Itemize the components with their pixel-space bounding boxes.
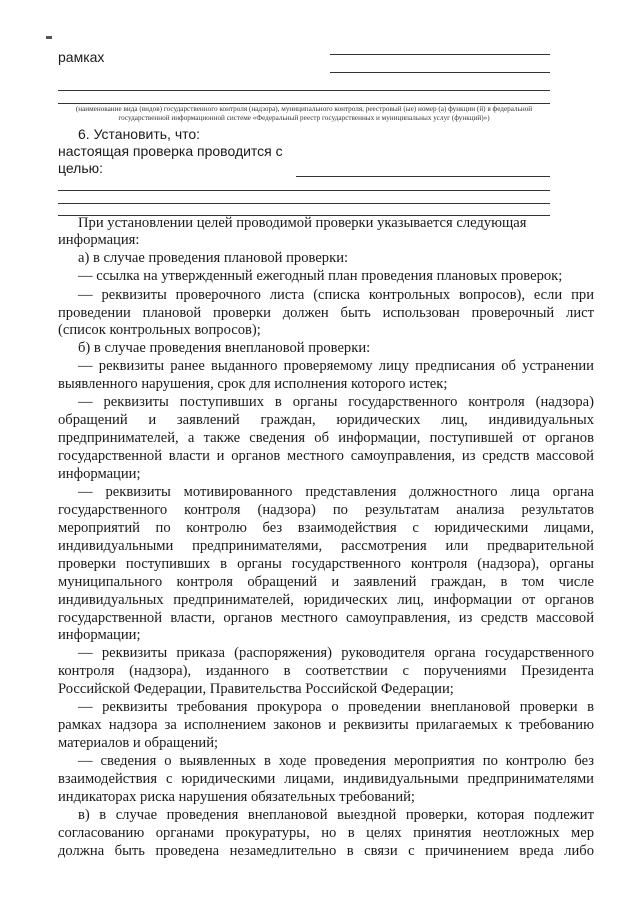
body-line: должна быть проведена незамедлительно в связи с причинением вреда либо — [58, 843, 594, 859]
item6-title: 6. Установить, что: — [78, 126, 201, 142]
body-line: индикаторах риска нарушения обязательных требований; — [58, 789, 415, 805]
body-line: — реквизиты приказа (распоряжения) руководителя органа государственного — [78, 645, 594, 661]
fill-line — [58, 90, 550, 91]
body-line: мероприятий по контролю без взаимодействия с юридическими лицами, — [58, 520, 594, 536]
body-line: государственной власти, органов местного самоуправления, из средств массовой — [58, 610, 594, 626]
body-line: — реквизиты мотивированного представления должностного лица органа — [78, 484, 594, 500]
body-line: обращений и заявлений граждан, юридических лиц, индивидуальных — [58, 412, 594, 428]
scan-mark — [46, 36, 52, 39]
fill-line — [58, 103, 550, 104]
fill-line — [58, 190, 550, 191]
body-line: индивидуальными предпринимателями, рассмотрения или предварительной — [58, 538, 594, 554]
body-line: информация: — [58, 232, 140, 248]
body-line: — реквизиты требования прокурора о проведении внеплановой проверки в — [78, 699, 594, 715]
body-line: информации; — [58, 466, 141, 482]
body-line: согласованию органами прокуратуры, но в целях принятия неотложных мер — [58, 825, 594, 841]
body-line: проведении плановой проверки должен быть использован проверочный лист — [58, 305, 594, 321]
body-line: — реквизиты проверочного листа (списка контрольных вопросов), если при — [78, 287, 594, 303]
caption-line: государственной информационной системе «Федеральный реестр государственных и муниципальных услуг (функций)») — [118, 114, 490, 122]
body-line: (список контрольных вопросов); — [58, 322, 261, 338]
body-line: — ссылка на утвержденный ежегодный план проведения плановых проверок; — [78, 268, 563, 284]
body-line: б) в случае проведения внеплановой проверки: — [78, 340, 371, 356]
body-line: а) в случае проведения плановой проверки: — [78, 250, 349, 266]
body-line: — реквизиты поступивших в органы государственного контроля (надзора) — [78, 394, 594, 410]
body-line: материалов и обращений; — [58, 735, 219, 751]
body-line: проверки поступивших в органы государственного контроля (надзора), органы — [58, 556, 594, 572]
fill-line — [330, 54, 550, 55]
item6-line1: настоящая проверка проводится с — [58, 143, 283, 159]
body-line: — сведения о выявленных в ходе проведения мероприятия по контролю без — [78, 753, 594, 769]
body-line: Российской Федерации, Правительства Российской Федерации; — [58, 681, 454, 697]
body-line: При установлении целей проводимой проверки указывается следующая — [78, 215, 527, 231]
body-line: контроля (надзора), изданного в соответствии с поручениями Президента — [58, 663, 594, 679]
body-line: муниципального контроля обращений и заявлений граждан, в том числе — [58, 574, 594, 590]
fill-line — [330, 72, 550, 73]
item6-line2: целью: — [58, 160, 104, 176]
body-line: выявленного нарушения, срок для исполнения которого истек; — [58, 376, 448, 392]
body-line: государственного контроля (надзора) по результатам анализа результатов — [58, 502, 594, 518]
fill-line — [58, 203, 550, 204]
fill-line — [296, 176, 550, 177]
body-line: индивидуальных предпринимателей, юридических лиц, информации от органов — [58, 592, 594, 608]
body-line: предпринимателей, а также сведения об информации, поступившей от органов — [58, 430, 594, 446]
body-line: рамках надзора за исполнением законов и реквизиты прилагаемых к требованию — [58, 717, 594, 733]
body-line: информации; — [58, 627, 141, 643]
body-line: государственной власти и органов местного самоуправления, из средств массовой — [58, 448, 594, 464]
body-line: взаимодействия с юридическими лицами, индивидуальными предпринимателями — [58, 771, 594, 787]
header-caption — [58, 105, 550, 123]
ramkah-text: рамках — [58, 49, 105, 65]
body-line: в) в случае проведения внеплановой выездной проверки, которая подлежит — [78, 807, 594, 823]
body-line: — реквизиты ранее выданного проверяемому лицу предписания об устранении — [78, 358, 594, 374]
caption-line: (наименование вида (видов) государственного контроля (надзора), муниципального контроля, реестровый (ые) номер (а) функции (й) в федеральной — [75, 105, 533, 113]
